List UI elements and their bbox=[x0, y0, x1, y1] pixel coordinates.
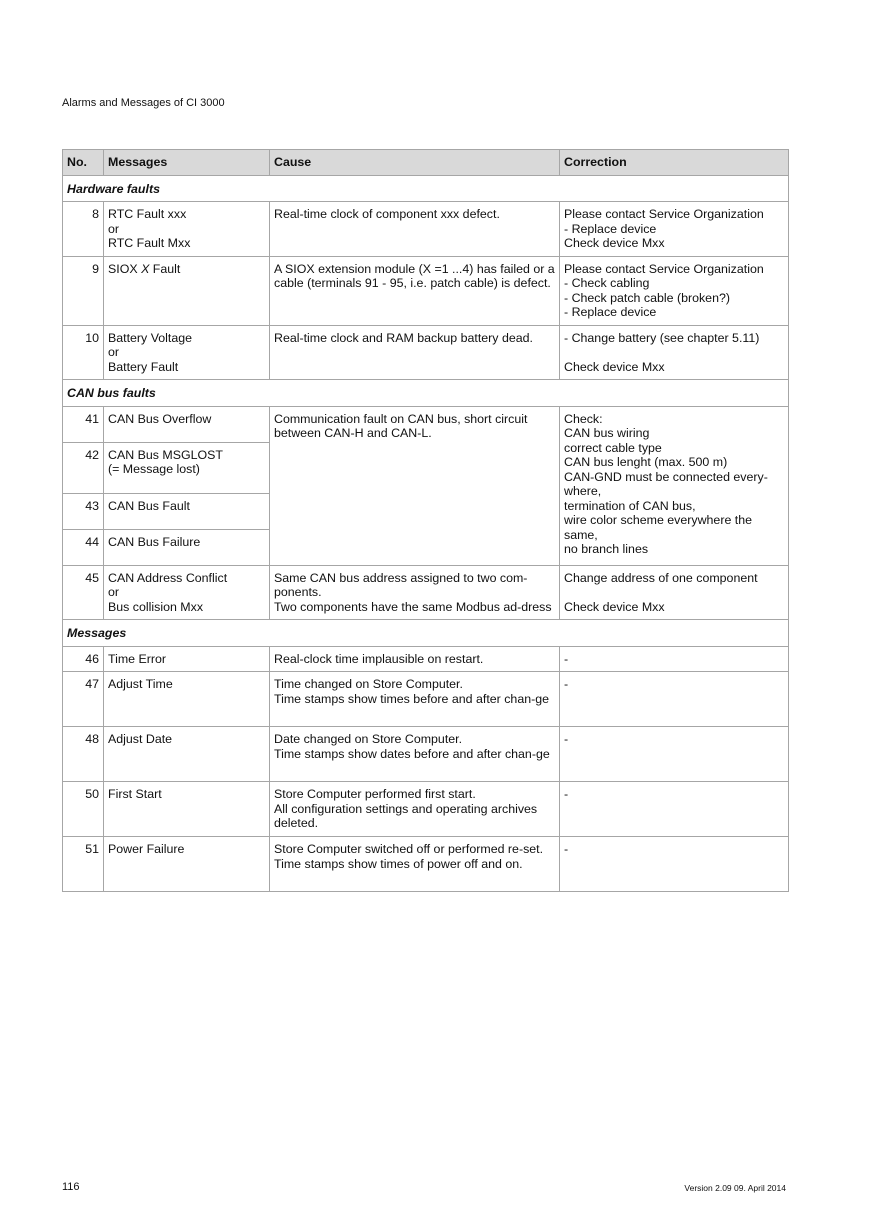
correction-text: CAN-GND must be connected every-where, bbox=[564, 469, 768, 498]
message-text: Battery Voltage bbox=[108, 330, 193, 345]
correction-text: Check: bbox=[564, 411, 603, 426]
correction-text: - Change battery (see chapter 5.11) bbox=[564, 330, 760, 345]
correction-text: Check device Mxx bbox=[564, 599, 665, 614]
message-cell bbox=[104, 256, 270, 325]
correction-text: - Replace device bbox=[564, 221, 657, 236]
table-row bbox=[63, 672, 789, 727]
cause-text: Time stamps show dates before and after chan-ge bbox=[274, 746, 550, 761]
cause-cell bbox=[270, 727, 560, 782]
message-text: Fault bbox=[149, 261, 181, 276]
message-text: RTC Fault xxx bbox=[108, 207, 187, 221]
message-text: (= Message lost) bbox=[108, 462, 200, 476]
message-variable: X bbox=[141, 261, 150, 276]
cause-text: Same CAN bus address assigned to two com-ponents. bbox=[274, 570, 528, 599]
row-number: 48 bbox=[63, 727, 104, 782]
table-row bbox=[63, 727, 789, 782]
col-header-no: No. bbox=[63, 150, 104, 176]
message-text: SIOX bbox=[108, 261, 142, 276]
message-cell: Time Error bbox=[104, 646, 270, 672]
message-text: CAN Address Conflict bbox=[108, 570, 228, 585]
table-header-row bbox=[63, 150, 789, 176]
message-or: or bbox=[108, 221, 120, 236]
page-number: 116 bbox=[62, 1181, 80, 1193]
correction-cell bbox=[560, 256, 789, 325]
correction-cell bbox=[560, 406, 789, 565]
version-info: Version 2.09 09. April 2014 bbox=[684, 1183, 786, 1193]
cause-cell bbox=[270, 672, 560, 727]
table-row bbox=[63, 646, 789, 672]
col-header-messages: Messages bbox=[104, 150, 270, 176]
cause-cell: Store Computer switched off or performed re-set. Time stamps show times of power off and on. bbox=[270, 837, 560, 892]
table-row bbox=[63, 202, 789, 257]
row-number: 42 bbox=[63, 442, 104, 493]
table-row bbox=[63, 565, 789, 620]
correction-text: Please contact Service Organization bbox=[564, 261, 764, 276]
cause-cell: Real-clock time implausible on restart. bbox=[270, 646, 560, 672]
message-cell bbox=[104, 202, 270, 257]
correction-text: termination of CAN bus, bbox=[564, 498, 696, 513]
row-number: 8 bbox=[63, 202, 104, 257]
section-row-hardware bbox=[63, 175, 789, 202]
row-number: 47 bbox=[63, 672, 104, 727]
correction-cell bbox=[560, 565, 789, 620]
message-or: or bbox=[108, 345, 120, 359]
table-row bbox=[63, 782, 789, 837]
page-header: Alarms and Messages of CI 3000 bbox=[62, 97, 225, 109]
message-cell: Adjust Date bbox=[104, 727, 270, 782]
message-cell bbox=[104, 442, 270, 493]
message-cell bbox=[104, 565, 270, 620]
cause-text: Time changed on Store Computer. bbox=[274, 677, 463, 691]
message-text: CAN Bus MSGLOST bbox=[108, 447, 223, 462]
col-header-correction: Correction bbox=[560, 150, 789, 176]
cause-text: All configuration settings and operating archives deleted. bbox=[274, 801, 538, 830]
section-title-hardware: Hardware faults bbox=[63, 175, 789, 202]
message-cell: Adjust Time bbox=[104, 672, 270, 727]
row-number: 43 bbox=[63, 493, 104, 529]
correction-cell: - bbox=[560, 837, 789, 892]
cause-cell bbox=[270, 782, 560, 837]
message-cell: CAN Bus Overflow bbox=[104, 406, 270, 442]
cause-text: Store Computer performed first start. bbox=[274, 787, 476, 801]
row-number: 44 bbox=[63, 529, 104, 565]
correction-cell bbox=[560, 202, 789, 257]
message-text: RTC Fault Mxx bbox=[108, 236, 191, 250]
correction-cell: - bbox=[560, 646, 789, 672]
cause-cell bbox=[270, 565, 560, 620]
cause-text: Date changed on Store Computer. bbox=[274, 732, 463, 746]
row-number: 41 bbox=[63, 406, 104, 442]
section-row-can bbox=[63, 380, 789, 407]
row-number: 46 bbox=[63, 646, 104, 672]
section-title-messages: Messages bbox=[63, 620, 789, 647]
table-row bbox=[63, 325, 789, 380]
correction-text: - Check cabling bbox=[564, 276, 650, 290]
correction-text: Check device Mxx bbox=[564, 236, 665, 250]
table-row bbox=[63, 256, 789, 325]
message-or: or bbox=[108, 585, 120, 599]
message-cell: CAN Bus Failure bbox=[104, 529, 270, 565]
message-cell bbox=[104, 325, 270, 380]
cause-cell: Communication fault on CAN bus, short circuit between CAN-H and CAN-L. bbox=[270, 406, 560, 565]
correction-text: correct cable type bbox=[564, 440, 662, 455]
row-number: 9 bbox=[63, 256, 104, 325]
correction-text: CAN bus wiring bbox=[564, 426, 650, 440]
section-row-messages bbox=[63, 620, 789, 647]
correction-cell: - bbox=[560, 782, 789, 837]
message-text: Battery Fault bbox=[108, 359, 179, 374]
correction-cell: - bbox=[560, 672, 789, 727]
table-row bbox=[63, 406, 789, 442]
correction-cell: - bbox=[560, 727, 789, 782]
col-header-cause: Cause bbox=[270, 150, 560, 176]
section-title-can: CAN bus faults bbox=[63, 380, 789, 407]
message-cell: First Start bbox=[104, 782, 270, 837]
message-cell: Power Failure bbox=[104, 837, 270, 892]
correction-text: - Check patch cable (broken?) bbox=[564, 290, 730, 305]
message-cell: CAN Bus Fault bbox=[104, 493, 270, 529]
alarm-table bbox=[62, 149, 789, 892]
row-number: 51 bbox=[63, 837, 104, 892]
correction-text: Change address of one component bbox=[564, 570, 758, 585]
cause-cell: Real-time clock and RAM backup battery dead. bbox=[270, 325, 560, 380]
row-number: 50 bbox=[63, 782, 104, 837]
cause-cell: A SIOX extension module (X =1 ...4) has failed or a cable (terminals 91 - 95, i.e. patch cable) is defect. bbox=[270, 256, 560, 325]
cause-text: Time stamps show times before and after chan-ge bbox=[274, 691, 550, 706]
message-text: Bus collision Mxx bbox=[108, 599, 204, 614]
row-number: 10 bbox=[63, 325, 104, 380]
cause-text: Two components have the same Modbus ad-dress bbox=[274, 599, 552, 614]
correction-text: Please contact Service Organization bbox=[564, 207, 764, 221]
correction-text: wire color scheme everywhere the same, bbox=[564, 513, 753, 542]
table-row bbox=[63, 837, 789, 892]
row-number: 45 bbox=[63, 565, 104, 620]
cause-cell: Real-time clock of component xxx defect. bbox=[270, 202, 560, 257]
correction-text: CAN bus lenght (max. 500 m) bbox=[564, 455, 728, 469]
correction-text: no branch lines bbox=[564, 542, 649, 556]
correction-text: Check device Mxx bbox=[564, 359, 665, 374]
correction-text: - Replace device bbox=[564, 305, 657, 319]
correction-cell bbox=[560, 325, 789, 380]
